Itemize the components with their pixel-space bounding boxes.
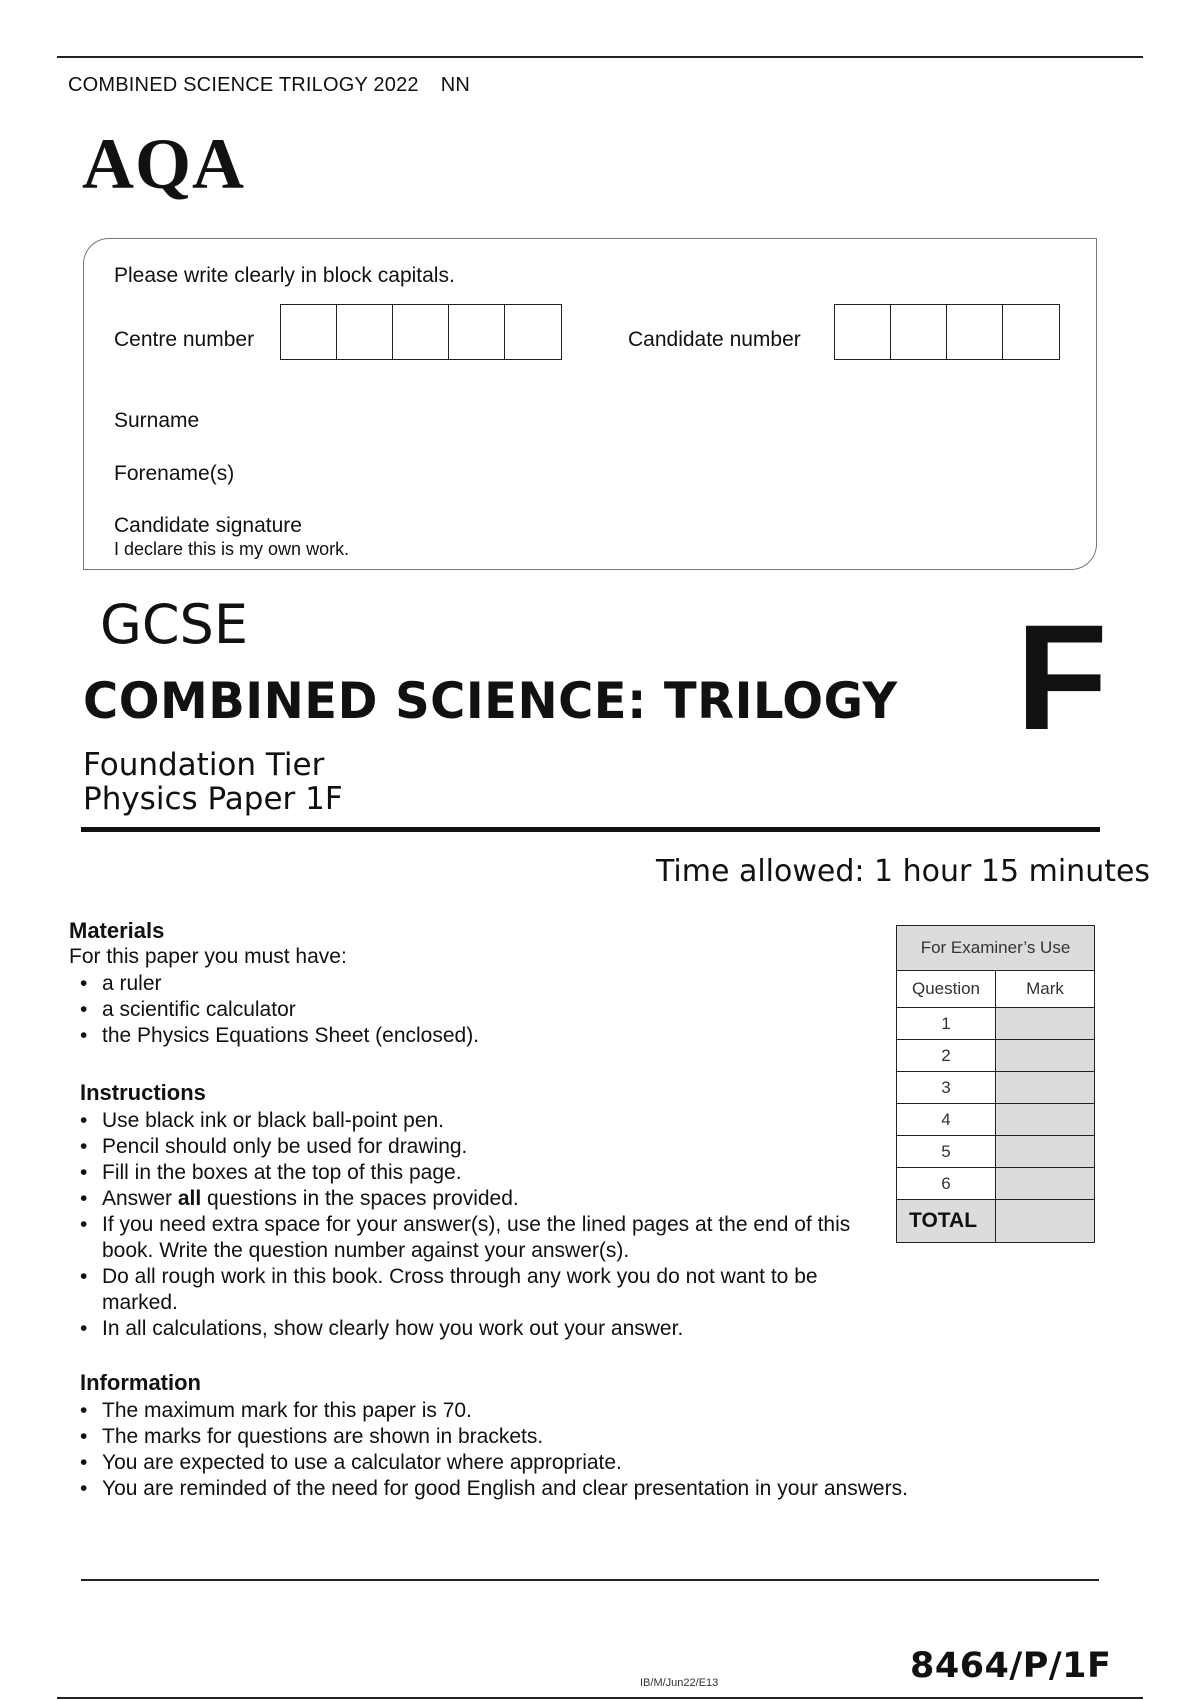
answer-all-bold: all: [177, 1187, 202, 1210]
table-row: [897, 1104, 1095, 1136]
table-row: [897, 1072, 1095, 1104]
document-reference: IB/M/Jun22/E13: [640, 1677, 719, 1689]
block-capitals-instruction: Please write clearly in block capitals.: [114, 264, 455, 287]
mark-column-header: Mark: [996, 971, 1095, 1008]
candidate-number-cell[interactable]: [891, 305, 947, 359]
bottom-rule: [57, 1697, 1143, 1699]
tier-info: [83, 748, 343, 816]
table-row: [897, 1008, 1095, 1040]
question-number: 6: [897, 1168, 996, 1200]
subject-title: COMBINED SCIENCE: TRILOGY: [83, 672, 898, 730]
table-row: [897, 1136, 1095, 1168]
question-number: 4: [897, 1104, 996, 1136]
candidate-number-cell[interactable]: [835, 305, 891, 359]
list-item: • Pencil should only be used for drawing.: [68, 1134, 880, 1160]
materials-heading: Materials: [69, 918, 165, 943]
mark-cell[interactable]: [996, 1072, 1095, 1104]
centre-number-cell[interactable]: [505, 305, 561, 359]
mark-cell[interactable]: [996, 1136, 1095, 1168]
total-label: TOTAL: [897, 1200, 996, 1243]
paper-name: Physics Paper 1F: [83, 781, 343, 818]
question-number: 3: [897, 1072, 996, 1104]
declaration-text: I declare this is my own work.: [114, 539, 350, 559]
board-logo: AQA: [82, 124, 245, 204]
list-item: • a ruler: [68, 971, 889, 997]
mark-cell[interactable]: [996, 1040, 1095, 1072]
information-section: [80, 1370, 1080, 1502]
top-rule: [57, 56, 1143, 58]
mark-cell[interactable]: [996, 1008, 1095, 1040]
forenames-label: Forename(s): [114, 462, 235, 485]
answer-all-pre: Answer: [102, 1187, 178, 1210]
list-item: [68, 1186, 880, 1212]
candidate-number-cell[interactable]: [1003, 305, 1059, 359]
list-item: • Do all rough work in this book. Cross through any work you do not want to be marked.: [68, 1264, 880, 1316]
centre-number-cell[interactable]: [449, 305, 505, 359]
question-number: 1: [897, 1008, 996, 1040]
information-heading: Information: [80, 1370, 201, 1395]
list-item: • The marks for questions are shown in brackets.: [68, 1424, 1080, 1450]
instructions-section: [80, 1080, 880, 1342]
list-item: • You are expected to use a calculator where appropriate.: [68, 1450, 1080, 1476]
list-item: • If you need extra space for your answer(s), use the lined pages at the end of this book. Write the question number against your answer(s).: [68, 1212, 880, 1264]
centre-number-cell[interactable]: [393, 305, 449, 359]
time-allowed: Time allowed: 1 hour 15 minutes: [656, 854, 1151, 889]
centre-number-label: Centre number: [114, 328, 255, 351]
question-number: 2: [897, 1040, 996, 1072]
list-item: • the Physics Equations Sheet (enclosed).: [68, 1023, 889, 1049]
exam-series: COMBINED SCIENCE TRILOGY 2022: [68, 74, 419, 96]
list-item: • The maximum mark for this paper is 70.: [68, 1398, 1080, 1424]
exam-series-header: [68, 74, 470, 97]
answer-all-post: questions in the spaces provided.: [201, 1187, 519, 1210]
table-row: [897, 1168, 1095, 1200]
centre-number-cell[interactable]: [337, 305, 393, 359]
examiner-use-table: [896, 925, 1095, 1243]
total-mark-cell[interactable]: [996, 1200, 1095, 1243]
information-list: [68, 1398, 1080, 1502]
examiner-table-heading: For Examiner’s Use: [897, 926, 1095, 971]
tier-letter: F: [1016, 593, 1108, 761]
candidate-number-label: Candidate number: [628, 328, 801, 351]
centre-number-boxes[interactable]: [280, 304, 562, 360]
list-item: • Fill in the boxes at the top of this page.: [68, 1160, 880, 1186]
list-item: • a scientific calculator: [68, 997, 889, 1023]
list-item: • You are reminded of the need for good English and clear presentation in your answers.: [68, 1476, 1080, 1502]
candidate-number-boxes[interactable]: [834, 304, 1060, 360]
surname-label: Surname: [114, 409, 200, 432]
footer-rule: [81, 1579, 1099, 1581]
materials-list: [68, 971, 889, 1049]
question-column-header: Question: [897, 971, 996, 1008]
candidate-signature-label: Candidate signature: [114, 514, 302, 537]
table-row: [897, 1200, 1095, 1243]
materials-intro: For this paper you must have:: [69, 945, 347, 968]
list-item: • In all calculations, show clearly how you work out your answer.: [68, 1316, 880, 1342]
qualification-title: GCSE: [100, 593, 248, 656]
mark-cell[interactable]: [996, 1168, 1095, 1200]
exam-code: NN: [440, 74, 471, 96]
centre-number-cell[interactable]: [281, 305, 337, 359]
table-row: [897, 1040, 1095, 1072]
candidate-number-cell[interactable]: [947, 305, 1003, 359]
paper-code: 8464/P/1F: [910, 1646, 1112, 1686]
tier-name: Foundation Tier: [83, 747, 325, 783]
title-divider: [81, 827, 1100, 832]
mark-cell[interactable]: [996, 1104, 1095, 1136]
list-item: • Use black ink or black ball-point pen.: [68, 1108, 880, 1134]
question-number: 5: [897, 1136, 996, 1168]
instructions-list: [68, 1108, 880, 1342]
materials-section: [69, 918, 889, 1049]
instructions-heading: Instructions: [80, 1080, 206, 1105]
